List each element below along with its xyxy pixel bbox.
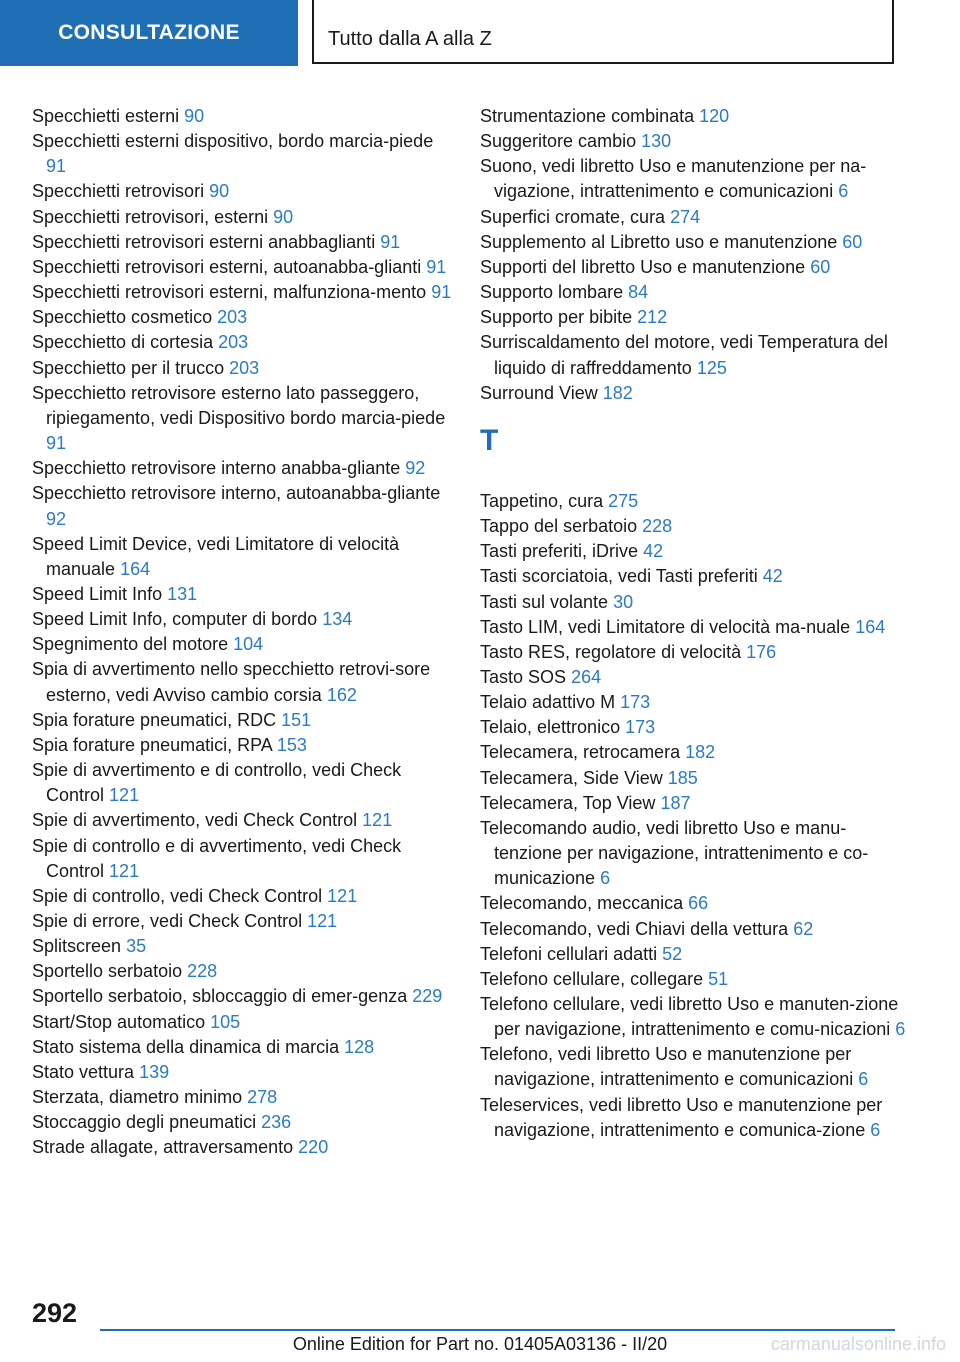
index-entry — [32, 632, 452, 657]
index-entry-text: Telaio, elettronico — [480, 717, 621, 738]
index-entry-text: Telecamera, Side View — [480, 767, 663, 788]
index-entry — [480, 590, 910, 615]
index-page-link[interactable]: 176 — [746, 641, 777, 662]
index-entry-text: Spie di avvertimento e di controllo, vedi Check Control — [32, 760, 402, 806]
index-entry — [480, 539, 910, 564]
index-entry — [32, 330, 452, 355]
index-entry — [32, 179, 452, 204]
index-entry — [32, 381, 452, 456]
index-page-link[interactable]: 125 — [696, 357, 727, 378]
index-entry-text: Tappetino, cura — [480, 490, 604, 511]
index-entry — [32, 959, 452, 984]
index-entry — [480, 740, 910, 765]
index-entry-text: Telefoni cellulari adatti — [480, 943, 658, 964]
index-entry-text: Specchietto di cortesia — [32, 332, 214, 353]
index-entry — [32, 255, 452, 280]
index-entry-text: Telefono cellulare, vedi libretto Uso e manuten-zione per navigazione, intrattenimento e comu-nicazioni — [480, 994, 899, 1040]
index-page-link[interactable]: 84 — [628, 282, 649, 303]
index-entry-text: Tappo del serbatoio — [480, 516, 638, 537]
index-entry-text: Supporto lombare — [480, 282, 624, 303]
index-entry — [32, 582, 452, 607]
index-page-link[interactable]: 164 — [855, 616, 886, 637]
index-entry — [32, 984, 452, 1009]
index-entry-text: Sterzata, diametro minimo — [32, 1087, 243, 1108]
index-page-link[interactable]: 91 — [426, 256, 447, 277]
index-entry — [480, 640, 910, 665]
index-entry — [480, 665, 910, 690]
index-entry — [480, 280, 910, 305]
index-page-link[interactable]: 185 — [667, 767, 698, 788]
index-entry-text: Stato sistema della dinamica di marcia — [32, 1036, 340, 1057]
index-entry — [32, 1060, 452, 1085]
index-entry — [480, 205, 910, 230]
index-entry-text: Specchietti esterni dispositivo, bordo marcia-piede — [32, 131, 434, 152]
index-page-link[interactable]: 66 — [688, 893, 709, 914]
index-entry — [480, 690, 910, 715]
index-page-link[interactable]: 51 — [708, 968, 729, 989]
index-entry-text: Supplemento al Libretto uso e manutenzione — [480, 231, 838, 252]
index-page-link[interactable]: 275 — [608, 490, 639, 511]
index-page-link[interactable]: 220 — [298, 1137, 329, 1158]
index-page-link[interactable]: 91 — [380, 231, 401, 252]
index-entry — [32, 808, 452, 833]
index-entry — [480, 330, 910, 380]
index-page-link[interactable]: 187 — [660, 792, 691, 813]
header-title: Tutto dalla A alla Z — [328, 28, 492, 50]
index-entry-text: Specchietto retrovisore interno anabba-gliante — [32, 458, 401, 479]
index-entry-text: Spie di controllo, vedi Check Control — [32, 885, 323, 906]
index-entry-text: Stoccaggio degli pneumatici — [32, 1112, 257, 1133]
index-entry — [480, 305, 910, 330]
index-entry-text: Start/Stop automatico — [32, 1011, 206, 1032]
index-entry-text: Tasto RES, regolatore di velocità — [480, 641, 742, 662]
index-page-link[interactable]: 91 — [46, 156, 67, 177]
index-entry-text: Surround View — [480, 382, 598, 403]
index-entry — [480, 917, 910, 942]
footer-edition: Online Edition for Part no. 01405A03136 - II/20 — [292, 1334, 668, 1354]
index-entry-text: Tasto SOS — [480, 666, 567, 687]
index-entry-text: Specchietti retrovisori esterni, autoanabba-glianti — [32, 256, 422, 277]
index-entry — [32, 733, 452, 758]
index-page-link[interactable]: 121 — [109, 785, 140, 806]
index-entry-text: Telecamera, retrocamera — [480, 742, 681, 763]
index-page-link[interactable]: 90 — [209, 181, 230, 202]
index-entry-text: Suggeritore cambio — [480, 131, 637, 152]
index-entry-text: Specchietti retrovisori esterni anabbaglianti — [32, 231, 376, 252]
index-entry — [480, 381, 910, 406]
index-entry — [32, 909, 452, 934]
index-page-link[interactable]: 6 — [895, 1019, 906, 1040]
section-tab — [0, 0, 298, 66]
index-page-link[interactable]: 162 — [326, 684, 357, 705]
index-page-link[interactable]: 228 — [187, 961, 218, 982]
index-entry — [480, 967, 910, 992]
index-entry — [480, 891, 910, 916]
index-entry — [32, 884, 452, 909]
index-entry-text: Telefono cellulare, collegare — [480, 968, 704, 989]
footer-divider — [100, 1329, 895, 1331]
index-entry — [480, 564, 910, 589]
index-page-link[interactable]: 6 — [600, 868, 611, 889]
index-page-link[interactable]: 60 — [842, 231, 863, 252]
index-page-link[interactable]: 60 — [810, 256, 831, 277]
index-entry-text: Speed Limit Info, computer di bordo — [32, 609, 318, 630]
index-page-link[interactable]: 121 — [327, 885, 358, 906]
index-page-link[interactable]: 236 — [261, 1112, 292, 1133]
index-page-link[interactable]: 62 — [793, 918, 814, 939]
index-entry — [480, 766, 910, 791]
index-entry — [32, 1085, 452, 1110]
index-entry-text: Tasti preferiti, iDrive — [480, 541, 639, 562]
index-page-link[interactable]: 164 — [120, 558, 151, 579]
index-entry-text: Tasti scorciatoia, vedi Tasti preferiti — [480, 566, 758, 587]
index-page-link[interactable]: 229 — [412, 986, 443, 1007]
index-page-link[interactable]: 134 — [322, 609, 353, 630]
index-page-link[interactable]: 203 — [217, 307, 248, 328]
index-page-link[interactable]: 264 — [571, 666, 602, 687]
index-entry — [480, 816, 910, 891]
index-entry-text: Sportello serbatoio, sbloccaggio di emer-genza — [32, 986, 408, 1007]
index-entry — [480, 514, 910, 539]
index-entry — [480, 992, 910, 1042]
index-entry-text: Strade allagate, attraversamento — [32, 1137, 294, 1158]
page-number: 292 — [32, 1298, 78, 1328]
index-entry-text: Specchietti retrovisori — [32, 181, 205, 202]
index-entry-text: Spie di avvertimento, vedi Check Control — [32, 810, 358, 831]
index-entry — [480, 791, 910, 816]
index-entry-text: Specchietto retrovisore interno, autoanabba-gliante — [32, 483, 441, 504]
index-entry-text: Specchietti retrovisori esterni, malfunziona-mento — [32, 282, 427, 303]
index-entry — [32, 607, 452, 632]
index-column-right — [480, 104, 910, 1143]
index-page-link[interactable]: 173 — [620, 692, 651, 713]
index-page-link[interactable]: 121 — [362, 810, 393, 831]
index-entry — [480, 104, 910, 129]
index-page-link[interactable]: 90 — [184, 106, 205, 126]
section-tab-label: CONSULTAZIONE — [58, 21, 240, 44]
index-entry — [32, 708, 452, 733]
index-group-t — [480, 489, 910, 1143]
index-page-link[interactable]: 121 — [109, 860, 140, 881]
index-page-link[interactable]: 128 — [344, 1036, 375, 1057]
index-page-link[interactable]: 182 — [685, 742, 716, 763]
index-entry-text: Spia forature pneumatici, RDC — [32, 709, 277, 730]
index-entry-text: Sportello serbatoio — [32, 961, 183, 982]
index-entry-text: Telecomando audio, vedi libretto Uso e manu-tenzione per navigazione, intrattenimento e co-municazione — [480, 817, 869, 889]
index-page-link[interactable]: 6 — [870, 1119, 881, 1140]
index-entry-text: Surriscaldamento del motore, vedi Temperatura del liquido di raffreddamento — [480, 332, 888, 378]
index-entry — [480, 255, 910, 280]
index-entry-text: Telecomando, vedi Chiavi della vettura — [480, 918, 789, 939]
index-entry — [480, 715, 910, 740]
index-entry-text: Specchietti esterni — [32, 106, 180, 126]
index-page-link[interactable]: 91 — [431, 282, 452, 303]
index-page-link[interactable]: 35 — [126, 936, 147, 957]
index-page-link[interactable]: 42 — [762, 566, 783, 587]
index-entry — [480, 615, 910, 640]
index-entry — [480, 1042, 910, 1092]
index-entry-text: Strumentazione combinata — [480, 106, 695, 126]
index-page-link[interactable]: 120 — [699, 106, 730, 126]
index-entry — [32, 129, 452, 179]
index-page-link[interactable]: 130 — [641, 131, 672, 152]
index-entry-text: Spie di errore, vedi Check Control — [32, 911, 303, 931]
index-page-link[interactable]: 6 — [838, 181, 849, 202]
index-entry — [32, 1135, 452, 1160]
index-entry-text: Specchietto retrovisore esterno lato passeggero, ripiegamento, vedi Dispositivo bordo marcia-piede — [32, 382, 446, 428]
index-entry — [32, 657, 452, 707]
header-title-box — [312, 0, 894, 64]
index-page-link[interactable]: 90 — [273, 206, 294, 227]
index-page-link[interactable]: 274 — [670, 206, 701, 227]
index-entry-text: Speed Limit Device, vedi Limitatore di velocità manuale — [32, 533, 400, 579]
index-entry — [32, 280, 452, 305]
index-entry — [480, 129, 910, 154]
index-entry-text: Speed Limit Info — [32, 583, 163, 604]
index-entry-text: Spia di avvertimento nello specchietto retrovi-sore esterno, vedi Avviso cambio corsia — [32, 659, 431, 705]
index-entry — [480, 489, 910, 514]
index-entry-text: Specchietto cosmetico — [32, 307, 213, 328]
index-page-link[interactable]: 6 — [858, 1069, 869, 1090]
index-entry-text: Supporti del libretto Uso e manutenzione — [480, 256, 806, 277]
index-entry — [32, 934, 452, 959]
index-page-link[interactable]: 92 — [46, 508, 67, 529]
index-page-link[interactable]: 203 — [229, 357, 260, 378]
index-entry-text: Supporto per bibite — [480, 307, 633, 328]
index-entry-text: Telefono, vedi libretto Uso e manutenzione per navigazione, intrattenimento e comunicazioni — [480, 1044, 854, 1090]
index-page-link[interactable]: 92 — [405, 458, 426, 479]
index-entry — [32, 456, 452, 481]
section-letter: T — [480, 423, 499, 457]
index-entry-text: Superfici cromate, cura — [480, 206, 666, 227]
index-entry — [480, 1093, 910, 1143]
index-entry-text: Spia forature pneumatici, RPA — [32, 734, 272, 755]
index-group-s — [480, 104, 910, 406]
index-entry — [32, 356, 452, 381]
index-entry — [32, 205, 452, 230]
index-page-link[interactable]: 42 — [643, 541, 664, 562]
index-entry — [32, 104, 452, 129]
index-entry — [32, 1035, 452, 1060]
page-header — [0, 0, 960, 66]
index-entry-text: Specchietto per il trucco — [32, 357, 225, 378]
index-column-left — [32, 104, 452, 1161]
index-entry-text: Spegnimento del motore — [32, 634, 229, 655]
index-page-link[interactable]: 91 — [46, 433, 67, 454]
index-page-link[interactable]: 151 — [281, 709, 312, 730]
index-entry — [480, 154, 910, 204]
index-entry — [32, 758, 452, 808]
watermark: carmanualsonline.info — [770, 1334, 946, 1354]
index-page-link[interactable]: 173 — [625, 717, 656, 738]
index-entry — [480, 230, 910, 255]
index-page-link[interactable]: 30 — [613, 591, 634, 612]
index-entry — [32, 481, 452, 531]
index-entry-text: Teleservices, vedi libretto Uso e manutenzione per navigazione, intrattenimento e comunica-zione — [480, 1094, 883, 1140]
index-page-link[interactable]: 139 — [139, 1061, 170, 1082]
index-entry-text: Spie di controllo e di avvertimento, vedi Check Control — [32, 835, 402, 881]
index-page-link[interactable]: 105 — [210, 1011, 241, 1032]
index-entry-text: Tasto LIM, vedi Limitatore di velocità ma-nuale — [480, 616, 851, 637]
index-entry — [32, 305, 452, 330]
index-page-link[interactable]: 182 — [602, 382, 633, 403]
index-entry — [32, 532, 452, 582]
index-page-link[interactable]: 121 — [307, 911, 338, 931]
index-page-link[interactable]: 104 — [233, 634, 264, 655]
index-page-link[interactable]: 52 — [662, 943, 683, 964]
index-entry-text: Telecamera, Top View — [480, 792, 656, 813]
index-entry-text: Stato vettura — [32, 1061, 135, 1082]
index-page-link[interactable]: 278 — [247, 1087, 278, 1108]
index-entry-text: Tasti sul volante — [480, 591, 609, 612]
index-entry-text: Specchietti retrovisori, esterni — [32, 206, 269, 227]
index-entry — [32, 1010, 452, 1035]
index-entry-text: Telaio adattivo M — [480, 692, 616, 713]
index-entry — [32, 230, 452, 255]
index-entry-text: Splitscreen — [32, 936, 122, 957]
index-page-link[interactable]: 131 — [167, 583, 198, 604]
index-page-link[interactable]: 203 — [218, 332, 249, 353]
index-entry — [32, 1110, 452, 1135]
index-page-link[interactable]: 212 — [637, 307, 668, 328]
index-entry — [32, 834, 452, 884]
index-page-link[interactable]: 153 — [276, 734, 307, 755]
index-entry-text: Suono, vedi libretto Uso e manutenzione per na-vigazione, intrattenimento e comunicazioni — [480, 156, 867, 202]
index-entry-text: Telecomando, meccanica — [480, 893, 684, 914]
index-page-link[interactable]: 228 — [642, 516, 673, 537]
index-entry — [480, 942, 910, 967]
